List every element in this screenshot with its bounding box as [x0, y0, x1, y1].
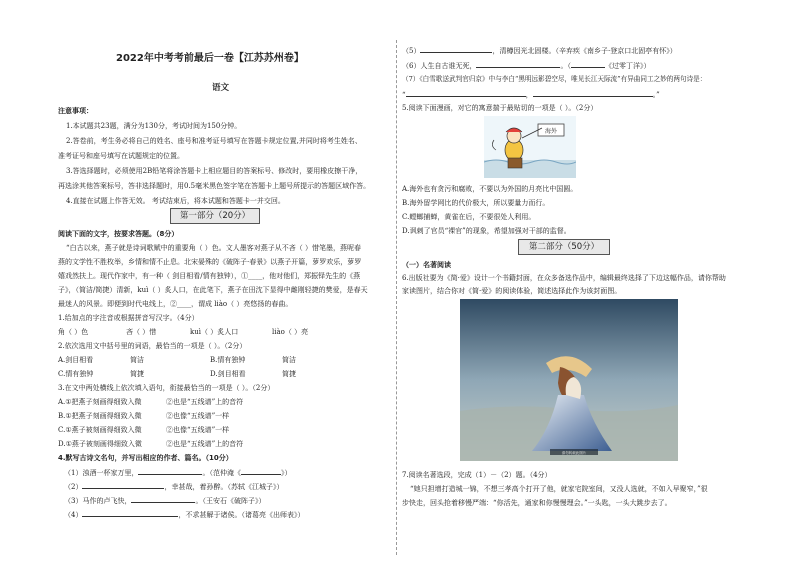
passage-line: 子》，（简洁/简捷）清新，kuì（ ）炙人口，在此笔下，燕子在田沈下显得中雌刚轻捷的樊爱，是春天 [58, 286, 368, 294]
q3-option-b[interactable]: B.①把燕子刻画得细致入微 [58, 412, 142, 420]
q4-line-7: （7）《白雪歌送武判官归京》中与李白“黑明远影碧空尽，唯见长江天际流”有异曲同工之妙的两句诗是： [402, 75, 707, 83]
answer-blank[interactable] [533, 89, 653, 97]
q1-item: liào（ ）亮 [272, 328, 309, 336]
answer-blank[interactable] [571, 60, 605, 68]
q3-option-c[interactable]: C.①燕子被刻画得细致入微 [58, 426, 142, 434]
q4-line-7-answer [402, 89, 660, 100]
part2-label: 第二部分（50分） [518, 239, 610, 255]
passage-line: 嬉戏然扶上。现代作家中，有一种（ 剑目相看/情有独钟），①____，他对他们，郑振铎先生的《燕 [58, 272, 361, 280]
cartoon-sign-text: 海外 [544, 128, 558, 135]
q4-line-6 [402, 60, 650, 71]
q4-6-source-open: 。（ [560, 62, 571, 70]
q5-option-c[interactable]: C.螳螂捕蝉，黄雀在后，不要很处人利用。 [402, 213, 536, 221]
column-divider [396, 40, 397, 555]
note-item: 再选涂其他答案标号，答非选择题时，用0.5毫米黑色签字笔在答题卡上题号所提示的答题区域作答。 [58, 182, 371, 190]
answer-blank[interactable] [241, 467, 281, 475]
q2-option-c-word: 简捷 [130, 370, 144, 378]
q2-option-b-word: 简洁 [282, 356, 296, 364]
answer-blank[interactable] [82, 509, 178, 517]
q4-2-prompt: （2） [64, 483, 83, 491]
comma: ， [525, 91, 533, 99]
q3-option-d[interactable]: D.①燕子被刻画得细致入微 [58, 440, 142, 448]
q5-option-d[interactable]: D.讽刺了官员“裸官”的现象，希望加强对干部的监督。 [402, 227, 571, 235]
q4-3-source: 。（王安石《破阵子》） [195, 497, 266, 505]
part1-label: 第一部分（20分） [170, 208, 260, 224]
q4-5-source: ，清樽因光北固楼。（辛弃疾《南乡子·登京口北固亭有怀》） [492, 47, 677, 55]
passage-line: “白古以来，燕子就是诗词歌赋中的重要角（ ）色。文人墨客对燕子从不吝（ ）惜笔墨，燕呢春 [66, 244, 362, 252]
q4-1-prompt: （1）浊酒一杯家万里， [64, 469, 139, 477]
book-cover-painting [460, 299, 678, 461]
q1-item: 吝（ ）惜 [126, 328, 157, 336]
question-4-stem: 4.默写古诗文名句，并写出相应的作者、篇名。（10分） [58, 454, 233, 462]
painting-caption: 请勿转载此图片 [561, 451, 587, 455]
answer-blank[interactable] [420, 45, 492, 53]
q4-1-close: 》） [280, 469, 292, 477]
q4-1-source: 。（范仲淹《 [202, 469, 241, 477]
q4-2-source: ，幸甚哉，着孙醉。（苏轼《江城子》） [164, 483, 284, 491]
note-item: 3.答选择题时，必须使用2B铅笔将涂答题卡上相应题目的答案标号、修改时，要用橡皮擦干净， [66, 167, 363, 175]
q1-item: 角（ ）色 [58, 328, 89, 336]
q2-option-d[interactable]: D.剑目相看 [210, 370, 246, 378]
q6-line: 家读图片，结合你对《简·爱》的阅读体验，简述选择此作为该封面图。 [402, 287, 622, 295]
passage-line: 最迷人的风景。即便到时代电线上，②____，谓成 liào（ ）亮悠扬的春曲。 [58, 300, 293, 308]
q4-5-prompt: （5） [402, 47, 421, 55]
q1-item: kuì（ ）炙人口 [190, 328, 239, 336]
answer-blank[interactable] [476, 60, 560, 68]
q2-option-d-word: 简捷 [282, 370, 296, 378]
famous-works-heading: （一）名著阅读 [402, 261, 451, 269]
open-quote: “ [402, 91, 406, 99]
question-5-stem: 5.阅读下面漫画，对它的寓意揣于最贴切的一项是（ ）。（2分） [402, 104, 598, 112]
q4-line-2 [64, 481, 283, 492]
note-item: 1.本试题共23题，满分为130分，考试时间为150分钟。 [66, 122, 242, 130]
question-2-stem: 2.依次选用文中括号里的词语，最恰当的一项是（ ）。（2分） [58, 342, 247, 350]
note-item: 4.直接在试题上作答无效。 考试结束后，将本试题和答题卡一并交回。 [66, 197, 285, 205]
cartoon-illustration [484, 116, 576, 178]
q2-option-b[interactable]: B.情有独钟 [210, 356, 246, 364]
q4-line-5 [402, 45, 677, 56]
q3-option-a[interactable]: A.①把燕子刻画得细致入微 [58, 398, 142, 406]
answer-blank[interactable] [406, 89, 526, 97]
q7-passage-line: 步快走，回头抢着移慢严端：“你活先，通家和你慢慢理会。”一头匙，一头大跳步去了。 [402, 499, 672, 507]
q3-option-a-part2: ②也是“五线谱”上的音符 [166, 398, 244, 406]
answer-blank[interactable] [131, 495, 195, 503]
q4-line-1 [64, 467, 291, 478]
note-item: 准考证号和座号填写在试题规定的位置。 [58, 152, 184, 160]
subject-label: 语文 [212, 83, 230, 93]
q4-line-4 [64, 509, 304, 520]
q4-3-prompt: （3）马作的卢飞快， [64, 497, 132, 505]
exam-title: 2022年中考考前最后一卷【江苏苏州卷】 [116, 53, 304, 64]
q4-line-3 [64, 495, 265, 506]
q3-option-c-part2: ②也像“五线谱”一样 [166, 426, 230, 434]
q4-6-source: 《过零丁洋》） [604, 62, 651, 70]
q4-6-prompt: （6）人生自古谁无死， [402, 62, 477, 70]
q2-option-c[interactable]: C.情有独钟 [58, 370, 94, 378]
notes-heading: 注意事项： [58, 107, 93, 115]
q2-option-a-word: 简洁 [130, 356, 144, 364]
answer-blank[interactable] [82, 481, 164, 489]
q4-4-prompt: （4） [64, 511, 83, 519]
q6-line: 6.出版社要为《简·爱》设计一个书籍封面，在众多备选作品中，编辑最终选择了下边这幅作品，请你帮助 [402, 274, 726, 282]
reading-heading: 阅读下面的文字，按要求答题。（8分） [58, 230, 179, 238]
q7-passage-line: “她只担增打造城一锦，不想三孝高个打开了他，就家宅院室间，又没人选就，不如入早聚窄，”很 [410, 485, 708, 493]
question-1-stem: 1.给加点的字注音或根据拼音写汉字。（4分） [58, 314, 199, 322]
question-3-stem: 3.在文中两处横线上依次填入语句，衔接最恰当的一项是（ ）。（2分） [58, 384, 275, 392]
q3-option-b-part2: ②也像“五线谱”一样 [166, 412, 230, 420]
q3-option-d-part2: ②也是“五线谱”上的音符 [166, 440, 244, 448]
note-item: 2.答卷前，考生务必将自己的姓名、座号和准考证号填写在答题卡规定位置,并同时将考生姓名、 [66, 137, 362, 145]
close-quote: 。” [652, 91, 660, 99]
q5-option-b[interactable]: B.海外留学网比的代价极大，所以要量力而行。 [402, 199, 550, 207]
answer-blank[interactable] [138, 467, 202, 475]
q5-option-a[interactable]: A.海外也有贪污和腐败，不要以为外国的月亮比中国圆。 [402, 185, 578, 193]
q2-option-a[interactable]: A.剑目相看 [58, 356, 94, 364]
question-7-stem: 7.阅读名著选段，完成（1）－（2）题。（4分） [402, 471, 552, 479]
q4-4-source: ，不求甚解于诸侯。（诸葛亮《出师表》） [178, 511, 305, 519]
passage-line: 燕的文学性不胜枚举，乡情和情不止息。北宋晏殊的《破阵子·春景》以燕子开篇，萝罗欢乐，萝罗 [58, 258, 362, 266]
